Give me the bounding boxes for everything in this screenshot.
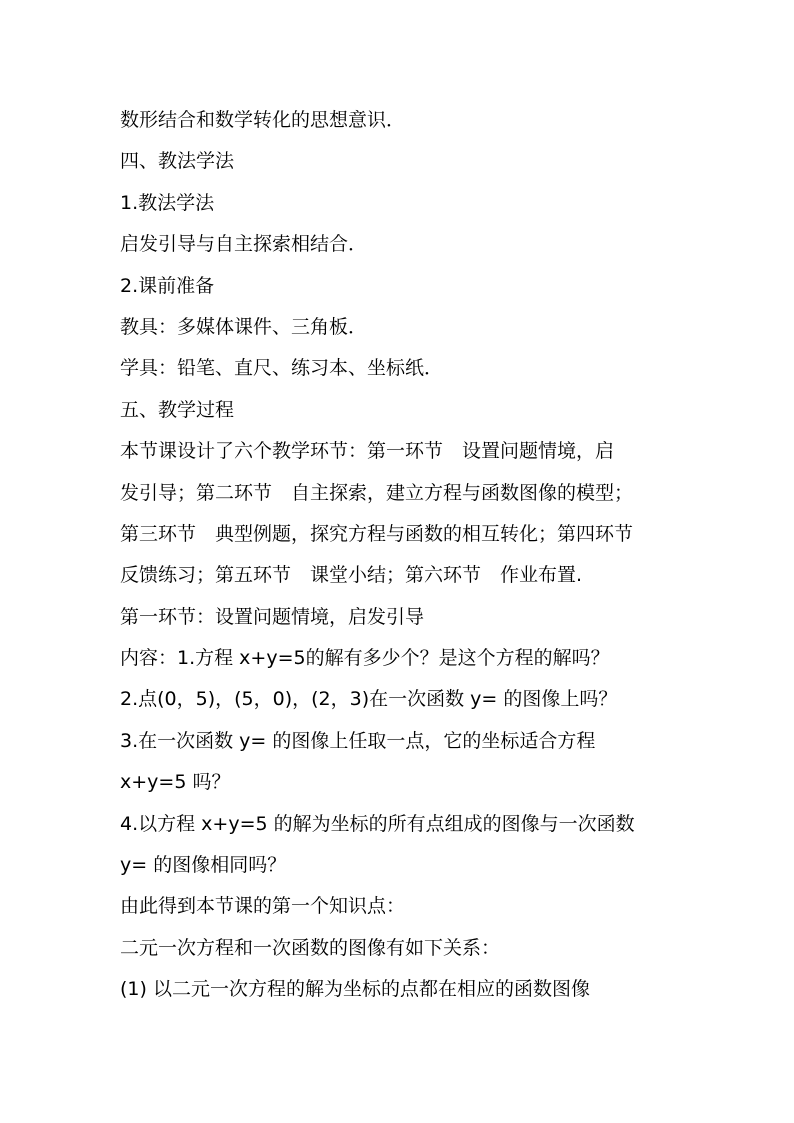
text-line: 教具：多媒体课件、三角板． (120, 315, 368, 338)
section-heading: 四、教法学法 (120, 150, 235, 173)
text-line: 启发引导与自主探索相结合． (120, 233, 368, 256)
text-line: y= 的图像相同吗？ (120, 854, 287, 877)
text-line: 反馈练习；第五环节 课堂小结；第六环节 作业布置. (120, 564, 583, 587)
text-line: x+y=5 吗？ (120, 771, 231, 794)
text-line: 第三环节 典型例题，探究方程与函数的相互转化；第四环节 (120, 522, 634, 545)
document-body (120, 100, 680, 1011)
text-line: 数形结合和数学转化的思想意识． (120, 109, 406, 131)
text-line: 4.以方程 x+y=5 的解为坐标的所有点组成的图像与一次函数 (120, 812, 635, 835)
text-line: 第一环节：设置问题情境，启发引导 (120, 605, 425, 628)
text-line: 本节课设计了六个教学环节：第一环节 设置问题情境，启 (120, 440, 615, 463)
subsection-heading: 2.课前准备 (120, 274, 215, 297)
text-line: 发引导；第二环节 自主探索，建立方程与函数图像的模型； (120, 481, 634, 504)
text-line: 学具：铅笔、直尺、练习本、坐标纸． (120, 357, 444, 380)
text-line: 3.在一次函数 y= 的图像上任取一点，它的坐标适合方程 (120, 729, 596, 752)
subsection-heading: 1.教法学法 (120, 191, 215, 214)
text-line: 2.点(0，5)，(5，0)，(2，3)在一次函数 y= 的图像上吗？ (120, 688, 618, 711)
text-line: 由此得到本节课的第一个知识点： (120, 895, 406, 918)
section-heading: 五、教学过程 (120, 398, 235, 421)
text-line: 二元一次方程和一次函数的图像有如下关系： (120, 936, 501, 959)
text-line: 内容：1.方程 x+y=5的解有多少个？是这个方程的解吗？ (120, 647, 610, 670)
text-line: (1) 以二元一次方程的解为坐标的点都在相应的函数图像 (120, 978, 590, 1001)
